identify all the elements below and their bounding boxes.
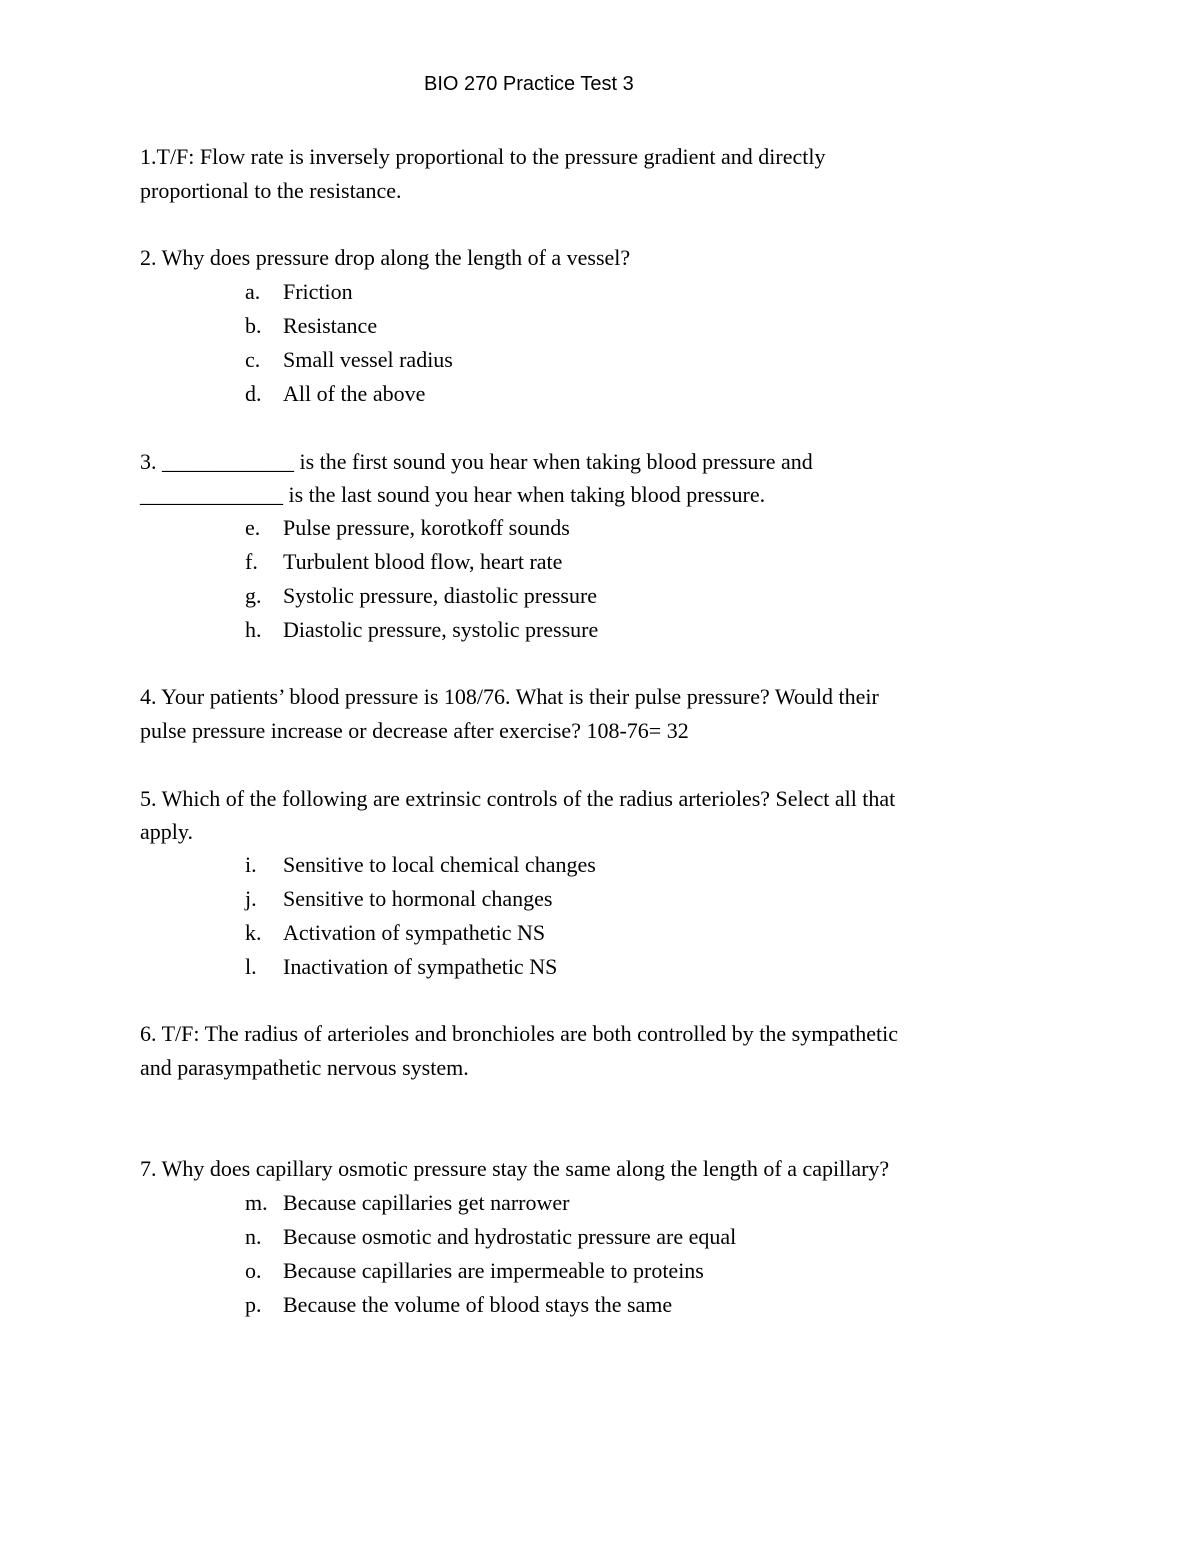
- option-letter: c.: [245, 347, 261, 372]
- option-text: Small vessel radius: [283, 347, 453, 372]
- option-letter: f.: [245, 549, 258, 574]
- option-letter: b.: [245, 313, 262, 338]
- option-text: Systolic pressure, diastolic pressure: [283, 583, 598, 608]
- option-letter: e.: [245, 515, 261, 540]
- option-letter: m.: [245, 1190, 268, 1215]
- question-2-stem: 2. Why does pressure drop along the length of a vessel?: [140, 245, 631, 270]
- question-1-text-line-2: proportional to the resistance.: [140, 178, 402, 203]
- option-letter: l.: [245, 954, 257, 979]
- question-5-text-line-1: 5. Which of the following are extrinsic controls of the radius arterioles? Select all that: [140, 786, 896, 811]
- option-letter: k.: [245, 920, 262, 945]
- document-title: BIO 270 Practice Test 3: [424, 73, 634, 95]
- option-text: Because the volume of blood stays the same: [283, 1292, 673, 1317]
- question-5-text-line-2: apply.: [140, 819, 193, 844]
- option-text: Inactivation of sympathetic NS: [283, 954, 558, 979]
- question-4-text-line-2: pulse pressure increase or decrease after exercise? 108-76= 32: [140, 718, 689, 743]
- option-letter: a.: [245, 279, 261, 304]
- option-letter: h.: [245, 617, 262, 642]
- option-letter: p.: [245, 1292, 262, 1317]
- question-3-text-line-1: 3. ____________ is the first sound you hear when taking blood pressure and: [140, 449, 813, 474]
- option-text: Resistance: [283, 313, 378, 338]
- option-letter: n.: [245, 1224, 262, 1249]
- option-letter: g.: [245, 583, 262, 608]
- option-text: Activation of sympathetic NS: [283, 920, 546, 945]
- question-3-text-line-2: _____________ is the last sound you hear when taking blood pressure.: [140, 482, 766, 507]
- question-7-stem: 7. Why does capillary osmotic pressure stay the same along the length of a capillary?: [140, 1156, 890, 1181]
- option-text: Sensitive to local chemical changes: [283, 852, 596, 877]
- option-text: Diastolic pressure, systolic pressure: [283, 617, 599, 642]
- option-text: All of the above: [283, 381, 426, 406]
- option-letter: d.: [245, 381, 262, 406]
- option-text: Sensitive to hormonal changes: [283, 886, 553, 911]
- option-text: Because capillaries are impermeable to proteins: [283, 1258, 704, 1283]
- option-letter: o.: [245, 1258, 262, 1283]
- option-text: Turbulent blood flow, heart rate: [283, 549, 563, 574]
- option-text: Friction: [283, 279, 353, 304]
- option-text: Because capillaries get narrower: [283, 1190, 570, 1215]
- question-1-text-line-1: 1.T/F: Flow rate is inversely proportional to the pressure gradient and directly: [140, 144, 826, 169]
- question-6-text-line-1: 6. T/F: The radius of arterioles and bronchioles are both controlled by the sympathetic: [140, 1021, 898, 1046]
- option-text: Because osmotic and hydrostatic pressure are equal: [283, 1224, 737, 1249]
- question-4-text-line-1: 4. Your patients’ blood pressure is 108/76. What is their pulse pressure? Would their: [140, 684, 879, 709]
- question-6-text-line-2: and parasympathetic nervous system.: [140, 1055, 469, 1080]
- option-letter: j.: [245, 886, 257, 911]
- option-text: Pulse pressure, korotkoff sounds: [283, 515, 570, 540]
- option-letter: i.: [245, 852, 257, 877]
